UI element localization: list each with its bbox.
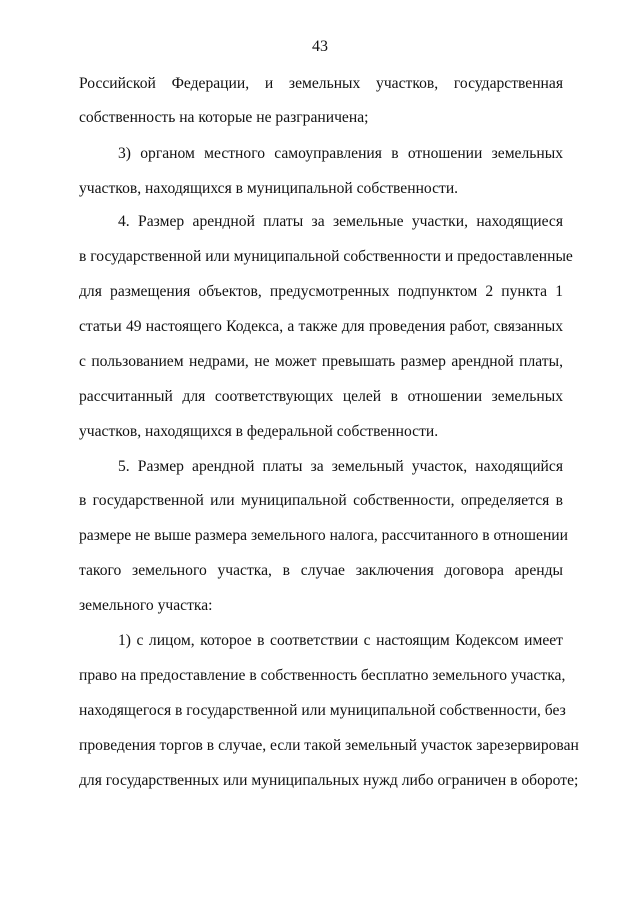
text-line: находящегося в государственной или муниципальной собственности, без [79,702,566,719]
text-line: 5. Размер арендной платы за земельный участок, находящийся [118,458,563,475]
text-line: размере не выше размера земельного налога, рассчитанного в отношении [79,527,568,544]
text-line: 1) с лицом, которое в соответствии с настоящим Кодексом имеет [118,632,563,649]
text-line: участков, находящихся в муниципальной собственности. [79,180,459,197]
text-line: право на предоставление в собственность бесплатно земельного участка, [79,667,566,684]
text-line: в государственной или муниципальной собственности, определяется в [79,492,563,509]
text-line: статьи 49 настоящего Кодекса, а также для проведения работ, связанных [79,318,563,335]
text-line: рассчитанный для соответствующих целей в отношении земельных [79,388,563,405]
page-number: 43 [312,38,328,55]
text-line: с пользованием недрами, не может превышать размер арендной платы, [79,353,563,370]
text-line: проведения торгов в случае, если такой земельный участок зарезервирован [79,737,579,754]
text-line: Российской Федерации, и земельных участков, государственная [79,75,563,92]
text-line: 4. Размер арендной платы за земельные участки, находящиеся [118,213,563,230]
text-line: собственность на которые не разграничена; [79,109,369,126]
text-line: такого земельного участка, в случае заключения договора аренды [79,562,563,579]
text-line: земельного участка: [79,597,213,614]
text-line: для государственных или муниципальных нужд либо ограничен в обороте; [79,772,579,789]
text-line: в государственной или муниципальной собственности и предоставленные [79,248,573,265]
text-line: участков, находящихся в федеральной собственности. [79,423,439,440]
text-line: 3) органом местного самоуправления в отношении земельных [118,145,563,162]
text-line: для размещения объектов, предусмотренных подпунктом 2 пункта 1 [79,283,563,300]
